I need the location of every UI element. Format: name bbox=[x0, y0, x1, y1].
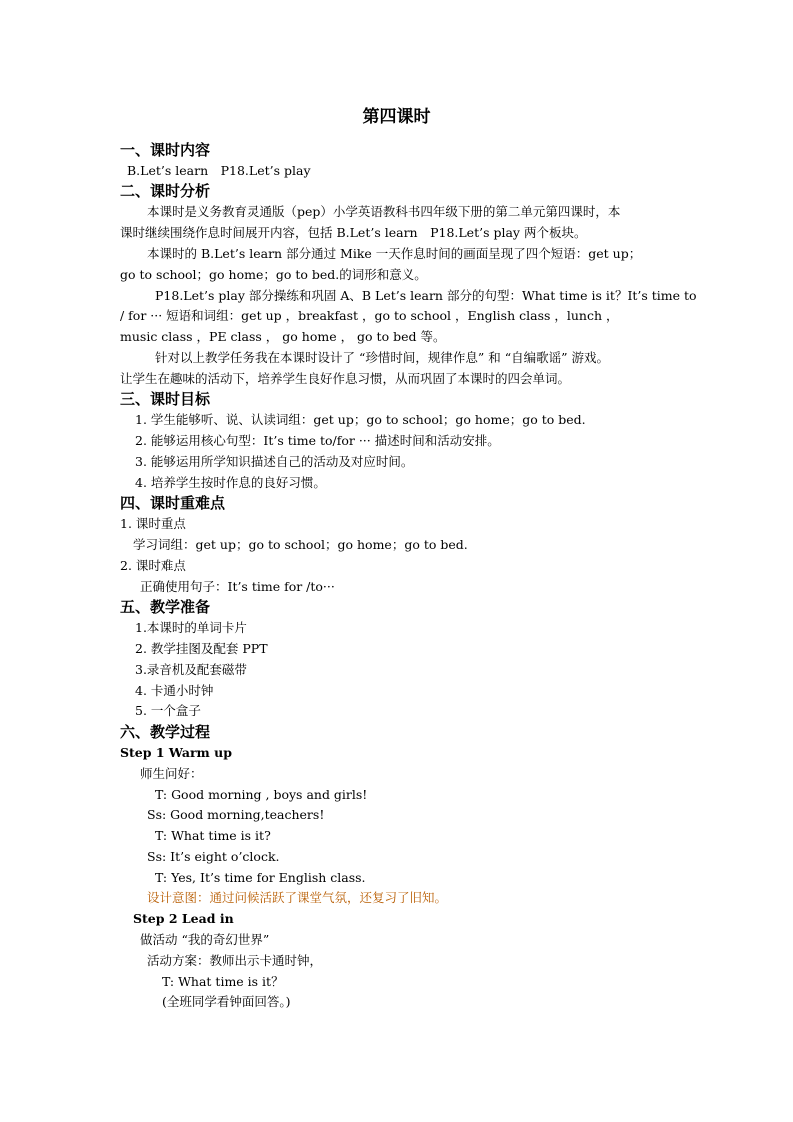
text-line: 4. 培养学生按时作息的良好习惯。 bbox=[135, 475, 326, 490]
section-heading: 六、教学过程 bbox=[120, 723, 211, 741]
text-line: / for ··· 短语和词组：get up ，breakfast ，go to school ，English class ，lunch ， bbox=[120, 308, 619, 323]
text-line: T: What time is it? bbox=[155, 828, 271, 843]
text-line: 3.录音机及配套磁带 bbox=[135, 662, 247, 677]
text-line: (全班同学看钟面回答。) bbox=[162, 994, 291, 1009]
section-heading: 三、课时目标 bbox=[120, 390, 211, 408]
text-line: 2. 能够运用核心句型：It’s time to/for ··· 描述时间和活动安排。 bbox=[135, 433, 500, 448]
text-line: 1. 课时重点 bbox=[120, 516, 186, 531]
text-line: 本课时的 B.Let’s learn 部分通过 Mike 一天作息时间的画面呈现了四个短语：get up； bbox=[147, 246, 642, 261]
text-line: 1.本课时的单词卡片 bbox=[135, 620, 247, 635]
text-line: T: Good morning , boys and girls! bbox=[155, 787, 368, 802]
text-line: 4. 卡通小时钟 bbox=[135, 683, 214, 698]
text-line: 课时继续围绕作息时间展开内容，包括 B.Let’s learn P18.Let’s play 两个板块。 bbox=[120, 225, 587, 240]
step-heading: Step 1 Warm up bbox=[120, 745, 232, 760]
page-title: 第四课时 bbox=[362, 107, 431, 127]
text-line: 正确使用句子：It’s time for /to··· bbox=[140, 579, 335, 594]
text-line: 本课时是义务教育灵通版（pep）小学英语教科书四年级下册的第二单元第四课时，本 bbox=[147, 204, 621, 219]
text-line: 2. 课时难点 bbox=[120, 558, 186, 573]
text-line: go to school；go home；go to bed.的词形和意义。 bbox=[120, 267, 427, 282]
text-line: B.Let’s learn P18.Let’s play bbox=[127, 163, 311, 178]
text-line: T: What time is it？ bbox=[162, 974, 284, 989]
section-heading: 五、教学准备 bbox=[120, 598, 211, 616]
text-line: 针对以上教学任务我在本课时设计了 “珍惜时间，规律作息” 和 “自编歌谣” 游戏。 bbox=[155, 350, 609, 365]
text-line: Ss: Good morning,teachers! bbox=[147, 807, 325, 822]
text-line: 让学生在趣味的活动下，培养学生良好作息习惯，从而巩固了本课时的四会单词。 bbox=[120, 371, 571, 386]
text-line: 1. 学生能够听、说、认读词组：get up；go to school；go home；go to bed. bbox=[135, 412, 586, 427]
text-line: Ss: It’s eight o’clock. bbox=[147, 849, 280, 864]
text-line: 3. 能够运用所学知识描述自己的活动及对应时间。 bbox=[135, 454, 414, 469]
text-line: 2. 教学挂图及配套 PPT bbox=[135, 641, 268, 656]
section-heading: 一、课时内容 bbox=[120, 141, 211, 159]
text-line: 活动方案：教师出示卡通时钟， bbox=[147, 953, 323, 968]
text-line: T: Yes, It’s time for English class. bbox=[155, 870, 366, 885]
design-note: 设计意图：通过问候活跃了课堂气氛，还复习了旧知。 bbox=[147, 890, 448, 905]
text-line: 5. 一个盒子 bbox=[135, 703, 201, 718]
text-line: 做活动 “我的奇幻世界” bbox=[140, 932, 270, 947]
section-heading: 四、课时重难点 bbox=[120, 494, 226, 512]
section-heading: 二、课时分析 bbox=[120, 182, 211, 200]
text-line: P18.Let’s play 部分操练和巩固 A、B Let’s learn 部分的句型：What time is it？It’s time to bbox=[155, 288, 697, 303]
text-line: 师生问好： bbox=[140, 766, 203, 781]
text-line: music class ，PE class ， go home ， go to bed 等。 bbox=[120, 329, 446, 344]
text-line: 学习词组：get up；go to school；go home；go to bed. bbox=[133, 537, 468, 552]
step-heading: Step 2 Lead in bbox=[133, 911, 234, 926]
